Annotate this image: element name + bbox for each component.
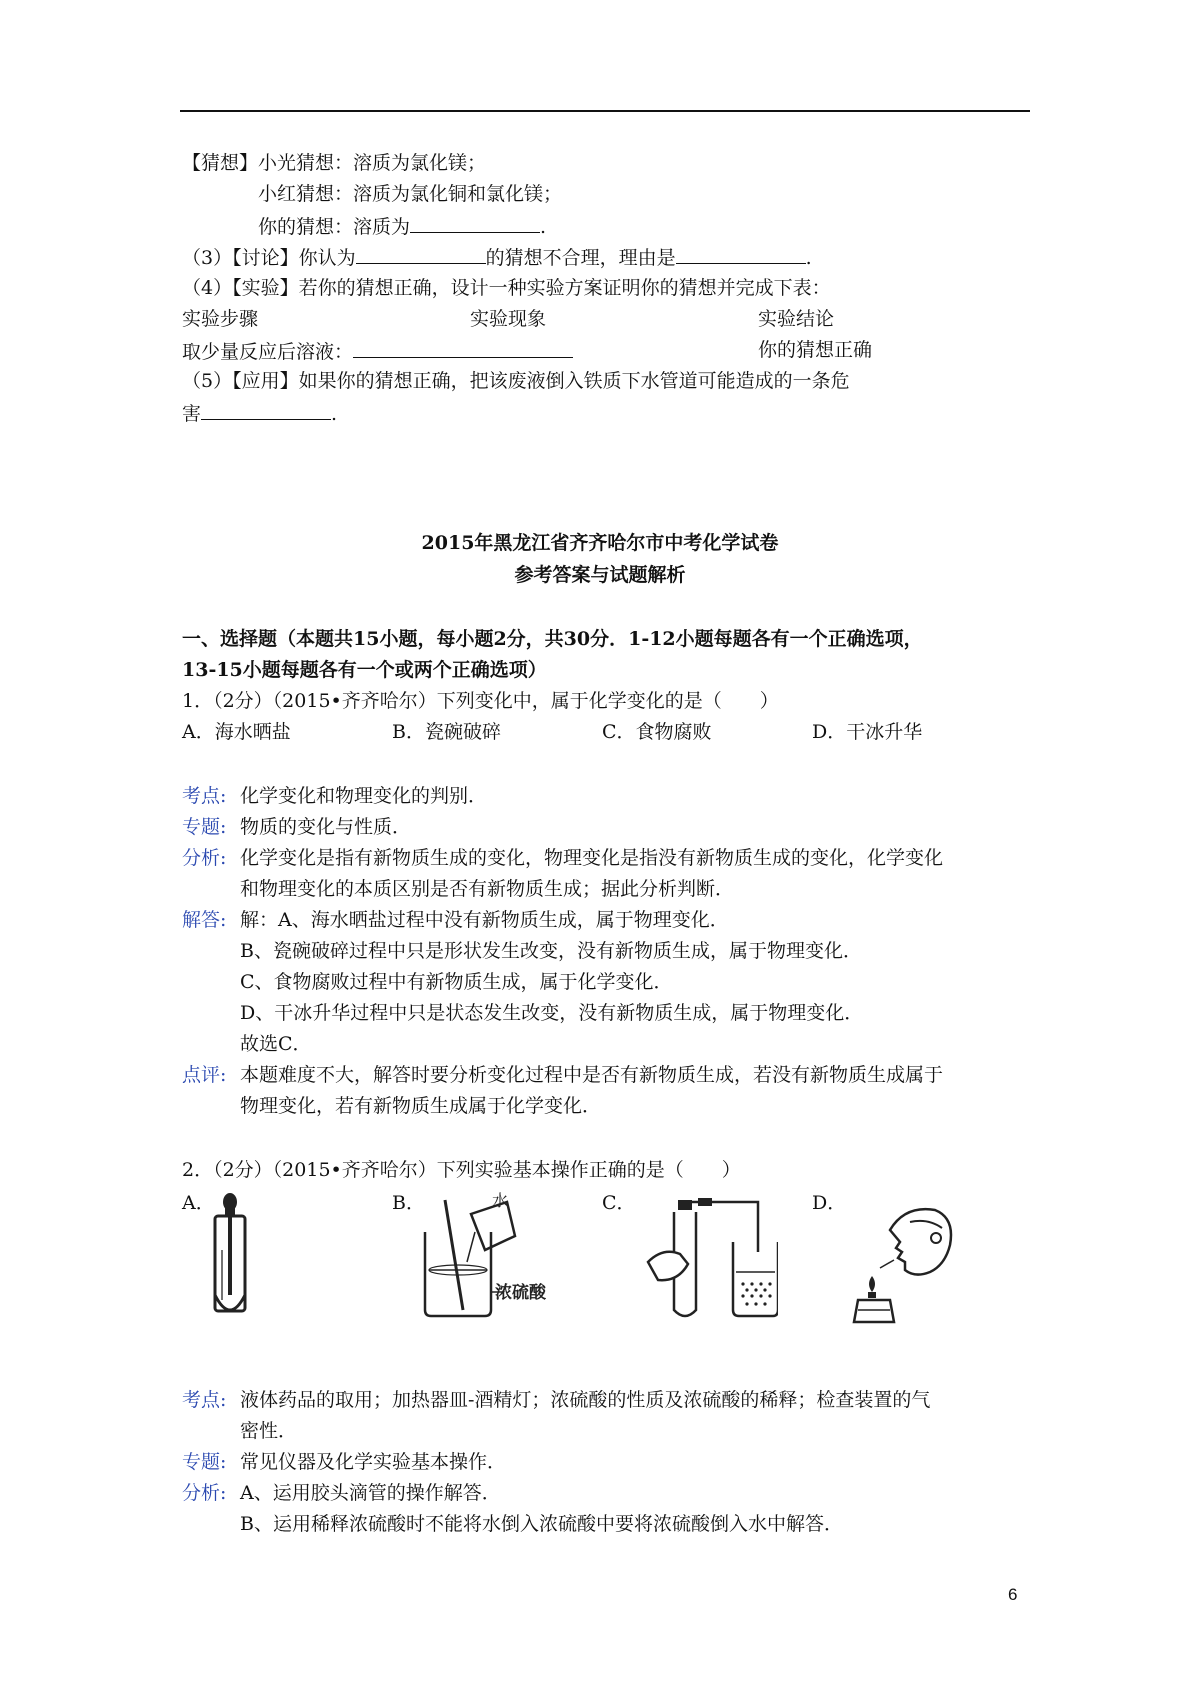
- q1-jieda-line-5: 故选C．: [240, 1033, 312, 1055]
- q1-jieda-line-4: D、干冰升华过程中只是状态发生改变，没有新物质生成，属于物理变化．: [240, 1002, 864, 1024]
- q2-fenxi-label: 分析:: [182, 1482, 227, 1504]
- q1-option-b: B．瓷碗破碎: [392, 721, 501, 743]
- dropper-in-tube-figure: [210, 1190, 250, 1325]
- experiment-row-conclusion: 你的猜想正确: [758, 339, 873, 361]
- q1-option-d: D．干冰升华: [812, 721, 923, 743]
- alcohol-lamp-figure: [850, 1200, 960, 1325]
- section-title: 2015年黑龙江省齐齐哈尔市中考化学试卷: [421, 532, 779, 554]
- q1-fenxi-line-1: 化学变化是指有新物质生成的变化，物理变化是指没有新物质生成的变化，化学变化: [240, 847, 944, 869]
- apply-line-2: 害 .: [182, 399, 337, 427]
- q1-kaodian-label: 考点:: [182, 785, 227, 807]
- answer-blank[interactable]: [201, 399, 331, 420]
- q2-option-d: D．: [812, 1192, 847, 1214]
- q1-jieda-label: 解答:: [182, 909, 227, 931]
- part1-heading-line-2: 13-15小题每题各有一个或两个正确选项）: [182, 659, 547, 681]
- q1-dianping-line-2: 物理变化，若有新物质生成属于化学变化．: [240, 1095, 602, 1117]
- page-number: 6: [1008, 1585, 1018, 1604]
- q2-kaodian-label: 考点:: [182, 1389, 227, 1411]
- answer-blank[interactable]: [356, 243, 486, 264]
- answer-blank[interactable]: [676, 243, 806, 264]
- q1-option-c: C．食物腐败: [602, 721, 712, 743]
- acid-label: 浓硫酸: [495, 1283, 546, 1303]
- answer-blank[interactable]: [410, 212, 540, 233]
- q1-zhuanti-label: 专题:: [182, 816, 227, 838]
- q2-fenxi-line-1: A、运用胶头滴管的操作解答．: [240, 1482, 501, 1504]
- q2-option-c: C．: [602, 1192, 636, 1214]
- acid-dilution-figure: [415, 1192, 555, 1322]
- header-rule: [180, 110, 1030, 112]
- experiment-row: 取少量反应后溶液：: [182, 337, 573, 365]
- q1-jieda-line-1: 解：A、海水晒盐过程中没有新物质生成，属于物理变化．: [240, 909, 729, 931]
- discuss-line: （3）【讨论】你认为 的猜想不合理，理由是 .: [182, 243, 812, 271]
- q1-kaodian: 化学变化和物理变化的判别．: [240, 785, 488, 807]
- q1-fenxi-line-2: 和物理变化的本质区别是否有新物质生成；据此分析判断．: [240, 878, 735, 900]
- airtightness-check-figure: [628, 1192, 778, 1322]
- q2-option-a: A．: [182, 1192, 215, 1214]
- q1-jieda-line-3: C、食物腐败过程中有新物质生成，属于化学变化．: [240, 971, 673, 993]
- experiment-header-conclusion: 实验结论: [758, 308, 835, 330]
- q1-stem: 1．（2分）（2015•齐齐哈尔）下列变化中，属于化学变化的是（ ）: [182, 690, 779, 712]
- guess-line-3: 你的猜想：溶质为 .: [258, 212, 546, 240]
- q2-stem: 2．（2分）（2015•齐齐哈尔）下列实验基本操作正确的是（ ）: [182, 1159, 741, 1181]
- q2-zhuanti: 常见仪器及化学实验基本操作．: [240, 1451, 507, 1473]
- answer-blank[interactable]: [353, 337, 573, 358]
- q2-zhuanti-label: 专题:: [182, 1451, 227, 1473]
- q2-fenxi-line-2: B、运用稀释浓硫酸时不能将水倒入浓硫酸中要将浓硫酸倒入水中解答．: [240, 1513, 843, 1535]
- section-subtitle: 参考答案与试题解析: [514, 564, 686, 586]
- q2-option-b: B．: [392, 1192, 425, 1214]
- q1-fenxi-label: 分析:: [182, 847, 227, 869]
- experiment-header-step: 实验步骤: [182, 308, 259, 330]
- q2-kaodian-line-2: 密性．: [240, 1420, 298, 1442]
- experiment-header-phenomenon: 实验现象: [470, 308, 547, 330]
- q1-jieda-line-2: B、瓷碗破碎过程中只是形状发生改变，没有新物质生成，属于物理变化．: [240, 940, 862, 962]
- q2-kaodian-line-1: 液体药品的取用；加热器皿-酒精灯；浓硫酸的性质及浓硫酸的稀释；检查装置的气: [240, 1389, 931, 1411]
- experiment-intro: （4）【实验】若你的猜想正确，设计一种实验方案证明你的猜想并完成下表：: [182, 277, 831, 299]
- water-label: 水: [492, 1192, 509, 1210]
- q1-zhuanti: 物质的变化与性质．: [240, 816, 412, 838]
- guess-line-1: 【猜想】小光猜想：溶质为氯化镁；: [182, 152, 487, 174]
- apply-line-1: （5）【应用】如果你的猜想正确，把该废液倒入铁质下水管道可能造成的一条危: [182, 370, 850, 392]
- q1-dianping-label: 点评:: [182, 1064, 227, 1086]
- q1-option-a: A．海水晒盐: [182, 721, 291, 743]
- guess-line-2: 小红猜想：溶质为氯化铜和氯化镁；: [258, 183, 563, 205]
- part1-heading-line-1: 一、选择题（本题共15小题，每小题2分，共30分．1-12小题每题各有一个正确选项，: [182, 628, 923, 650]
- q1-dianping-line-1: 本题难度不大，解答时要分析变化过程中是否有新物质生成，若没有新物质生成属于: [240, 1064, 944, 1086]
